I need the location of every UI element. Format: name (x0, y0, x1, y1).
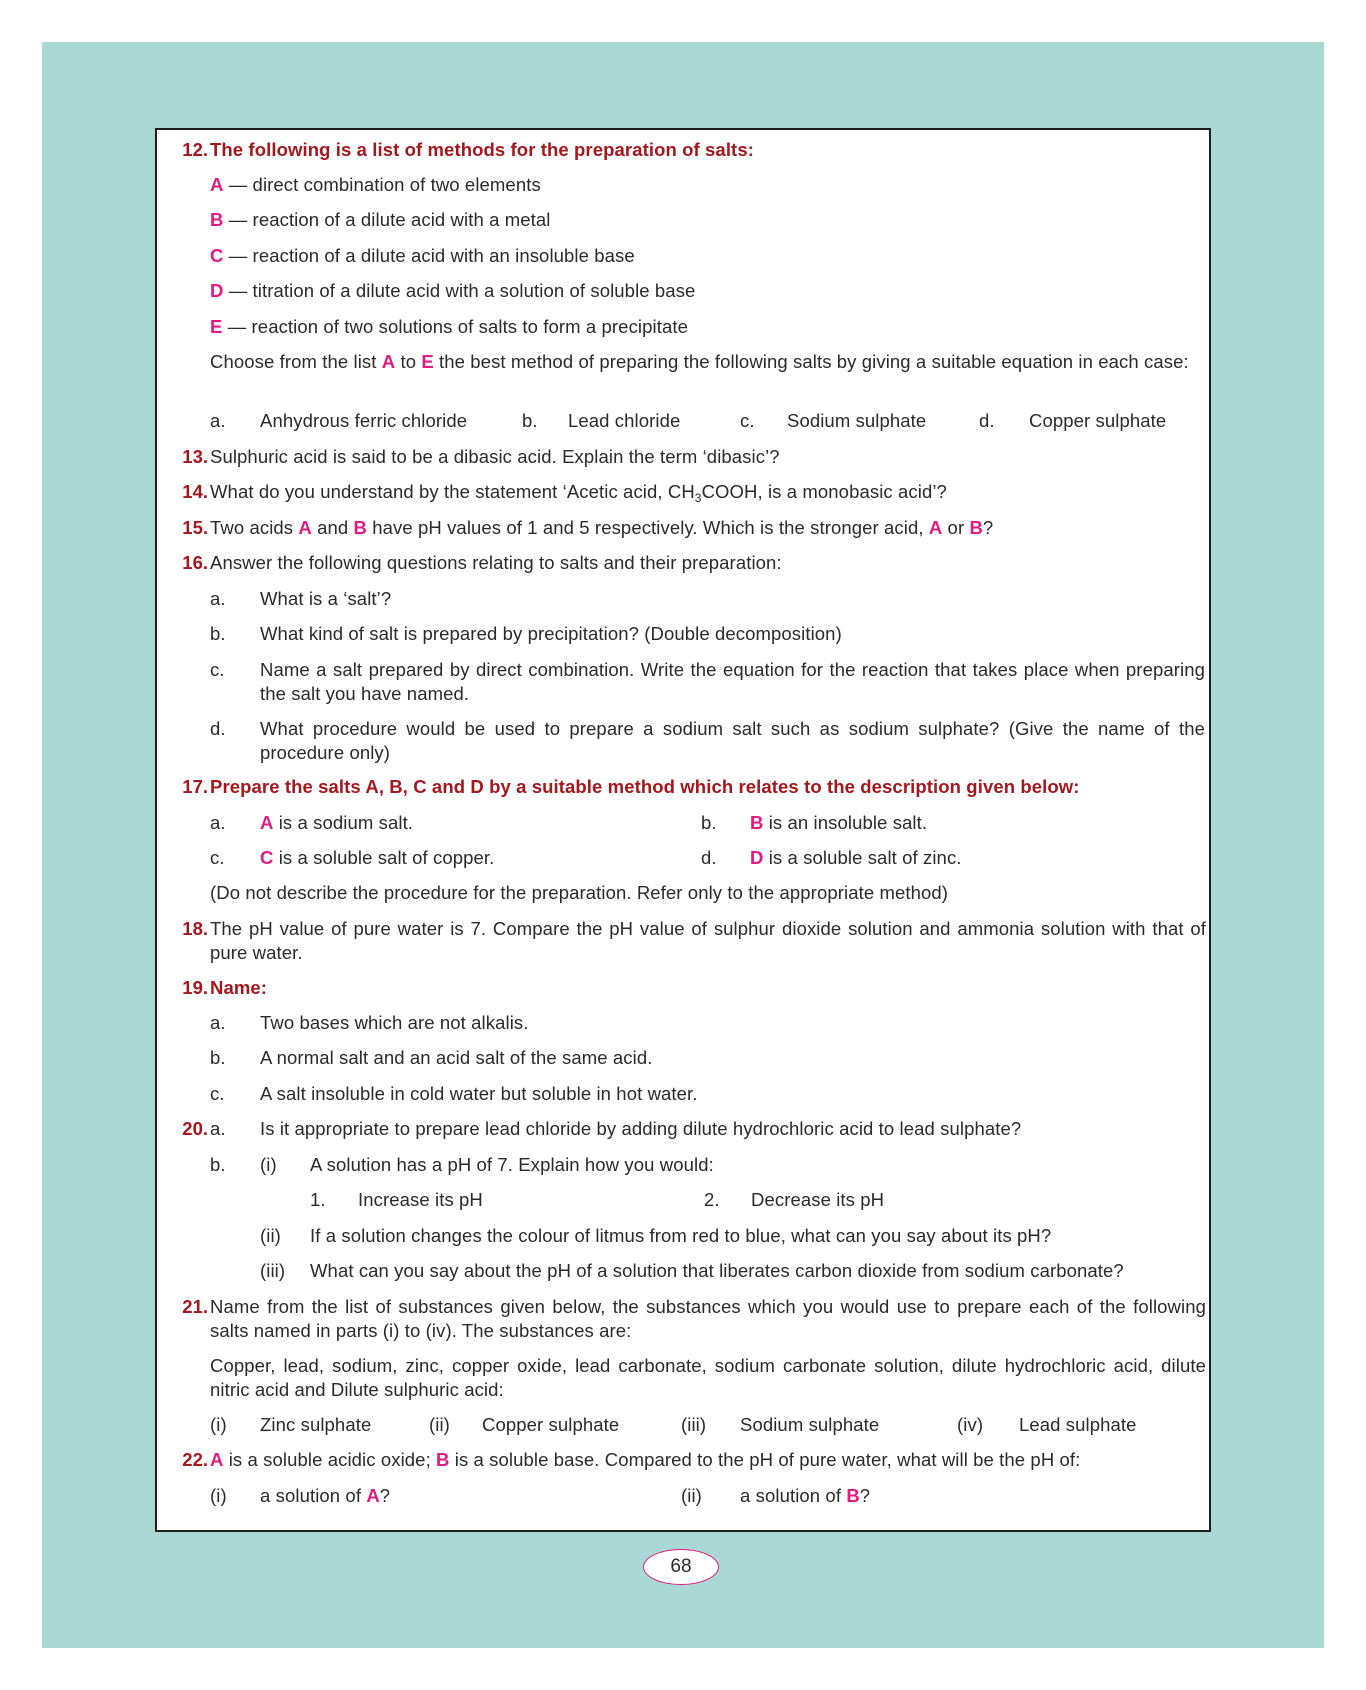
question-title: Prepare the salts A, B, C and D by a suitable method which relates to the description given below: (210, 776, 1080, 797)
subpart-text: Increase its pH (358, 1189, 483, 1210)
part-text: Copper sulphate (482, 1414, 620, 1435)
question-number: 17. (182, 776, 208, 797)
method-item: E — reaction of two solutions of salts to form a precipitate (210, 316, 688, 337)
part-text: Is it appropriate to prepare lead chloride by adding dilute hydrochloric acid to lead sulphate? (260, 1118, 1022, 1139)
part-text: What kind of salt is prepared by precipitation? (Double decomposition) (260, 623, 842, 644)
subpart-label: (iii) (260, 1260, 286, 1281)
question-number: 16. (182, 552, 208, 573)
part-text: a solution of A? (260, 1485, 391, 1506)
part-label: (i) (210, 1485, 227, 1506)
question-number: 22. (182, 1449, 208, 1470)
subpart-text: A solution has a pH of 7. Explain how you would: (310, 1154, 714, 1175)
part-label: (ii) (681, 1485, 702, 1506)
part-text: A salt insoluble in cold water but soluble in hot water. (260, 1083, 698, 1104)
part-text: Name a salt prepared by direct combination. Write the equation for the reaction that takes place when preparing the salt you have named. (260, 659, 1205, 704)
question-number: 14. (182, 481, 208, 502)
part-text: Sodium sulphate (740, 1414, 880, 1435)
part-text: D is a soluble salt of zinc. (750, 847, 962, 868)
part-label: a. (210, 1118, 226, 1139)
question-text: Sulphuric acid is said to be a dibasic acid. Explain the term ‘dibasic’? (210, 446, 780, 467)
method-item: A — direct combination of two elements (210, 174, 541, 195)
part-label: c. (210, 847, 225, 868)
part-label: b. (701, 812, 717, 833)
part-label: c. (210, 659, 225, 680)
note-text: (Do not describe the procedure for the preparation. Refer only to the appropriate method) (210, 882, 949, 903)
option-label: b. (522, 410, 538, 431)
question-number: 21. (182, 1296, 208, 1317)
part-text: What procedure would be used to prepare a sodium salt such as sodium sulphate? (Give the name of the procedure only) (260, 718, 1205, 763)
part-text: A normal salt and an acid salt of the same acid. (260, 1047, 653, 1068)
option-label: d. (979, 410, 995, 431)
part-text: a solution of B? (740, 1485, 871, 1506)
page-number: 68 (643, 1549, 719, 1585)
question-text: What do you understand by the statement ‘Acetic acid, $CH_3COOH$, is a monobasic acid’? (210, 481, 947, 505)
question-number: 20. (182, 1118, 208, 1139)
part-label: (iii) (681, 1414, 707, 1435)
option-text: Sodium sulphate (787, 410, 927, 431)
subpart-text: What can you say about the pH of a solution that liberates carbon dioxide from sodium carbonate? (310, 1260, 1124, 1281)
question-text: Two acids A and B have pH values of 1 and 5 respectively. Which is the stronger acid, A or B? (210, 517, 994, 538)
question-text: The pH value of pure water is 7. Compare the pH value of sulphur dioxide solution and ammonia solution with that of pure water. (210, 918, 1206, 963)
part-text: Two bases which are not alkalis. (260, 1012, 529, 1033)
question-number: 12. (182, 139, 208, 160)
instruction-text: Choose from the list A to E the best method of preparing the following salts by giving a suitable equation in each case: (210, 351, 1189, 372)
method-item: C — reaction of a dilute acid with an insoluble base (210, 245, 635, 266)
method-item: D — titration of a dilute acid with a solution of soluble base (210, 280, 696, 301)
substance-list: Copper, lead, sodium, zinc, copper oxide, lead carbonate, sodium carbonate solution, dilute hydrochloric acid, dilute nitric acid and Dilute sulphuric acid: (210, 1355, 1206, 1400)
question-number: 19. (182, 977, 208, 998)
part-text: B is an insoluble salt. (750, 812, 928, 833)
subpart-label: (i) (260, 1154, 277, 1175)
question-text: Answer the following questions relating to salts and their preparation: (210, 552, 782, 573)
question-number: 18. (182, 918, 208, 939)
subpart-text: If a solution changes the colour of litmus from red to blue, what can you say about its pH? (310, 1225, 1052, 1246)
part-label: d. (210, 718, 226, 739)
part-label: a. (210, 588, 226, 609)
question-title: Name: (210, 977, 268, 998)
option-label: a. (210, 410, 226, 431)
subpart-label: (ii) (260, 1225, 281, 1246)
part-text: C is a soluble salt of copper. (260, 847, 495, 868)
part-text: Zinc sulphate (260, 1414, 372, 1435)
question-number: 13. (182, 446, 208, 467)
part-label: b. (210, 1154, 226, 1175)
question-title: The following is a list of methods for the preparation of salts: (210, 139, 754, 160)
part-label: a. (210, 1012, 226, 1033)
part-text: A is a sodium salt. (260, 812, 414, 833)
question-sheet (155, 128, 1211, 1532)
part-label: (iv) (957, 1414, 984, 1435)
part-label: (i) (210, 1414, 227, 1435)
option-label: c. (740, 410, 755, 431)
question-number: 15. (182, 517, 208, 538)
part-label: (ii) (429, 1414, 450, 1435)
subpart-label: 2. (704, 1189, 720, 1210)
part-label: d. (701, 847, 717, 868)
part-label: a. (210, 812, 226, 833)
part-label: b. (210, 1047, 226, 1068)
part-text: What is a ‘salt’? (260, 588, 392, 609)
question-text: Name from the list of substances given below, the substances which you would use to prepare each of the following salts named in parts (i) to (iv). The substances are: (210, 1296, 1206, 1341)
option-text: Anhydrous ferric chloride (260, 410, 468, 431)
method-item: B — reaction of a dilute acid with a metal (210, 209, 551, 230)
subpart-text: Decrease its pH (751, 1189, 885, 1210)
part-label: b. (210, 623, 226, 644)
option-text: Copper sulphate (1029, 410, 1167, 431)
question-text: A is a soluble acidic oxide; B is a soluble base. Compared to the pH of pure water, what will be the pH of: (210, 1449, 1081, 1470)
part-text: Lead sulphate (1019, 1414, 1137, 1435)
option-text: Lead chloride (568, 410, 681, 431)
subpart-label: 1. (310, 1189, 326, 1210)
part-label: c. (210, 1083, 225, 1104)
